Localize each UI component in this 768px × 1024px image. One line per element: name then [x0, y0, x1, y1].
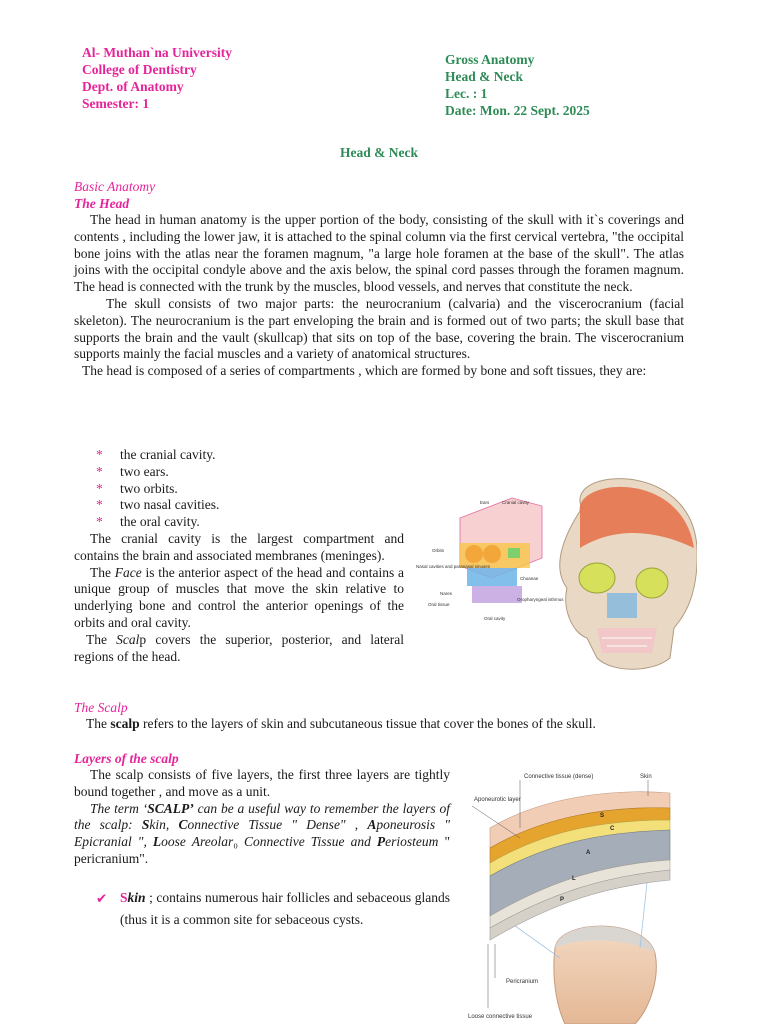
bullet-star-icon: * [96, 480, 103, 496]
section-the-head: The Head [74, 196, 130, 211]
list-item: * the oral cavity. [96, 514, 200, 530]
list-item: * two nasal cavities. [96, 497, 220, 513]
header-course [445, 51, 590, 119]
list-item: * the cranial cavity. [96, 447, 216, 462]
skin-layer-item: ✔ Skin ; contains numerous hair follicles and sebaceous glands (thus it is a common site for sebaceous cysts. [96, 890, 450, 931]
layer-letter-p: P [560, 897, 565, 903]
label-aponeurotic-layer: Aponeurotic layer [474, 797, 521, 803]
paragraph-face: The Face is the anterior aspect of the head and contains a unique group of muscles that move the skin relative to underlying bone and control the anterior openings of the orbits and oral cavity. [74, 564, 404, 630]
compartment-list [96, 447, 219, 531]
layer-letter-c: C [610, 826, 615, 832]
section-basic-anatomy: Basic Anatomy [74, 179, 156, 194]
paragraph-skull-parts: The skull consists of two major parts: the neurocranium (calvaria) and the viscerocranium (facial skeleton). The neurocranium is the part enveloping the brain and is formed out of two parts; the skull base that supports the brain and the vault (skullcap) that sits on top of the base, covering the brain. The viscerocranium supports mainly the facial muscles and a variety of anatomical structures. [74, 295, 684, 362]
label-oropharyngeal-isthmus: Oropharyngeal isthmus [517, 597, 564, 602]
paragraph-head-definition: The head in human anatomy is the upper portion of the body, consisting of the skull with it`s coverings and contents , including the lower jaw, it is attached to the spinal column via the first cervical vertebra, "the occipital bone joins with the atlas near the foramen magnum, "a large hole foramen at the base of the skull". The atlas joins with the occipital condyle above and the axis below, the spinal cord passes through the foramen magnum. The head is connected with the trunk by the muscles, blood vessels, and nerves that constitute the neck. [74, 212, 684, 295]
lecture-date: Date: Mon. 22 Sept. 2025 [445, 103, 590, 118]
paragraph-five-layers: The scalp consists of five layers, the first three layers are tightly bound together , and move as a unit. [74, 767, 450, 799]
paragraph-compartments: The head is composed of a series of compartments , which are formed by bone and soft tissues, they are: [82, 363, 647, 379]
label-nares: Nares [440, 591, 453, 596]
list-item: * two ears. [96, 463, 169, 479]
label-oral-cavity: Oral cavity [484, 616, 506, 621]
list-item: * two orbits. [96, 480, 178, 496]
layer-letter-l: L [572, 876, 576, 882]
compartment-paragraphs [74, 531, 404, 665]
course-name: Gross Anatomy [445, 52, 535, 67]
university-name: Al- Muthan`na University [82, 45, 233, 60]
header-institution [82, 44, 232, 112]
layers-paragraphs [74, 767, 450, 868]
check-icon: ✔ [96, 891, 108, 906]
semester: Semester: 1 [82, 96, 150, 111]
paragraph-cranial-cavity: The cranial cavity is the largest compartment and contains the brain and associated membranes (meninges). [74, 531, 404, 563]
section-layers-of-scalp: Layers of the scalp [74, 751, 179, 766]
lecture-number: Lec. : 1 [445, 86, 488, 101]
label-choanae: Choanae [520, 576, 539, 581]
label-orbits: Orbits [432, 548, 445, 553]
bullet-star-icon: * [96, 497, 103, 513]
bullet-star-icon: * [96, 463, 103, 479]
label-ears: Ears [480, 500, 490, 505]
label-cranial-cavity: Cranial cavity [502, 500, 530, 505]
bullet-star-icon: * [96, 514, 103, 530]
section-the-scalp: The Scalp [74, 700, 128, 715]
label-nasal-cavities: Nasal cavities and paranasal sinuses [416, 564, 491, 569]
label-loose-connective-tissue: Loose connective tissue [468, 1014, 533, 1020]
paragraph-scalp-intro: The Scalp covers the superior, posterior, and lateral regions of the head. [74, 631, 404, 664]
layer-letter-a: A [586, 850, 591, 856]
label-oral-tissue: Oral tissue [428, 602, 450, 607]
bullet-star-icon: * [96, 447, 103, 462]
intro-paragraphs [74, 212, 684, 380]
label-connective-tissue-dense: Connective tissue (dense) [524, 774, 594, 780]
paragraph-scalp-definition: The scalp refers to the layers of skin and subcutaneous tissue that cover the bones of the skull. [86, 716, 596, 731]
label-skin: Skin [640, 774, 652, 780]
head-compartments-figure [412, 468, 697, 678]
page-title: Head & Neck [340, 145, 418, 160]
layer-letter-s: S [600, 813, 605, 819]
paragraph-scalp-mnemonic: The term ‘SCALP’ can be a useful way to remember the layers of the scalp: Skin, Connective Tissue " Dense" , Aponeurosis " Epicranial ", Loose Areolar₀ Connective Tissue and Periosteum " pericranium". [74, 800, 450, 866]
course-topic: Head & Neck [445, 69, 523, 84]
college-name: College of Dentistry [82, 62, 197, 77]
department-name: Dept. of Anatomy [82, 79, 184, 94]
scalp-layers-figure [460, 768, 682, 1024]
label-pericranium: Pericranium [506, 979, 539, 985]
